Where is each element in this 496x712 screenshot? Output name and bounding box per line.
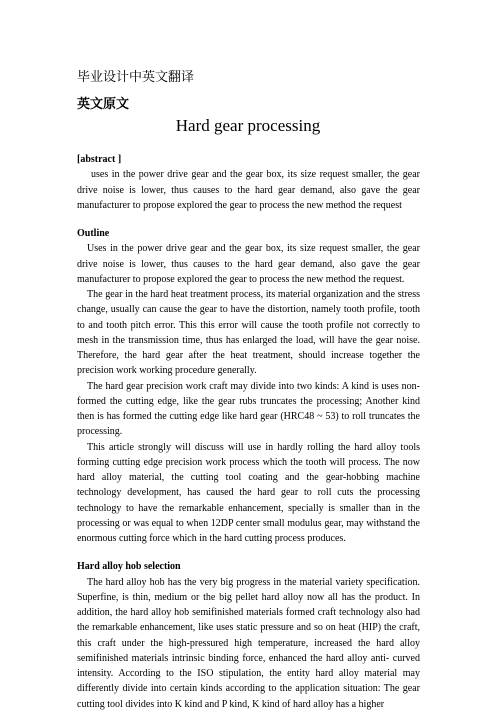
chinese-section-label: 英文原文 xyxy=(77,97,130,112)
article-title: Hard gear processing xyxy=(175,116,321,135)
outline-heading: Outline xyxy=(77,228,110,239)
abstract-text: uses in the power drive gear and the gear box, its size request smaller, the gear drive noise is lower, thus causes to the hard gear demand, also gave the gear manufacturer to propose explored the gear to process the new method the request xyxy=(77,169,420,211)
abstract-heading: [abstract ] xyxy=(77,154,122,165)
chinese-document-title: 毕业设计中英文翻译 xyxy=(77,70,195,85)
outline-paragraph: Uses in the power drive gear and the gear box, its size request smaller, the gear drive noise is lower, thus causes to the hard gear demand, also gave the gear manufacturer to propose explored the gear to process the new method the request. xyxy=(77,243,420,285)
hob-paragraph: The hard alloy hob has the very big progress in the material variety specification. Superfine, is thin, medium or the big pellet hard alloy now all has the product. In addition, the hard alloy hob semifinished materials formed craft technology also had the remarkable enhancement, like uses static pressure and so on heat (HIP) the craft, this craft under the high-pressured high temperature, increased the hard alloy semifinished materials intrinsic binding force, enhanced the hard alloy anti- curved intensity. According to the ISO stipulation, the entity hard alloy material may differently divide into certain kinds according to the application situation: The gear cutting tool divides into K kind and P kind, K kind of hard alloy has a higher xyxy=(77,576,420,710)
outline-paragraph: The hard gear precision work craft may divide into two kinds: A kind is uses non-formed the cutting edge, like the gear rubs truncates the processing; Another kind then is has formed the cutting edge like hard gear (HRC48 ~ 53) to roll truncates the processing. xyxy=(77,380,420,438)
outline-paragraph: This article strongly will discuss will use in hardly rolling the hard alloy tools forming cutting edge precision work process which the tooth will process. The now hard alloy material, the cutting tool coating and the gear-hobbing machine technology development, has caused the hard gear to roll cuts the processing technology to have the remarkable enhancement, specially is smaller than in the processing or was equal to when 12DP center small modulus gear, may withstand the enormous cutting force which in the hard cutting process produces. xyxy=(77,441,420,544)
article-body xyxy=(77,152,420,712)
section-spacer xyxy=(77,546,420,559)
hob-heading: Hard alloy hob selection xyxy=(77,561,181,573)
outline-paragraph: The gear in the hard heat treatment process, its material organization and the stress change, usually can cause the gear to have the distortion, namely tooth profile, tooth to and tooth pitch error. This this error will cause the tooth profile not correctly to mesh in the transmission time, thus has enlarged the load, will have the gear noise. Therefore, the hard gear after the heat treatment, should increase together the precision work working procedure generally. xyxy=(77,289,420,377)
section-spacer xyxy=(77,213,420,226)
